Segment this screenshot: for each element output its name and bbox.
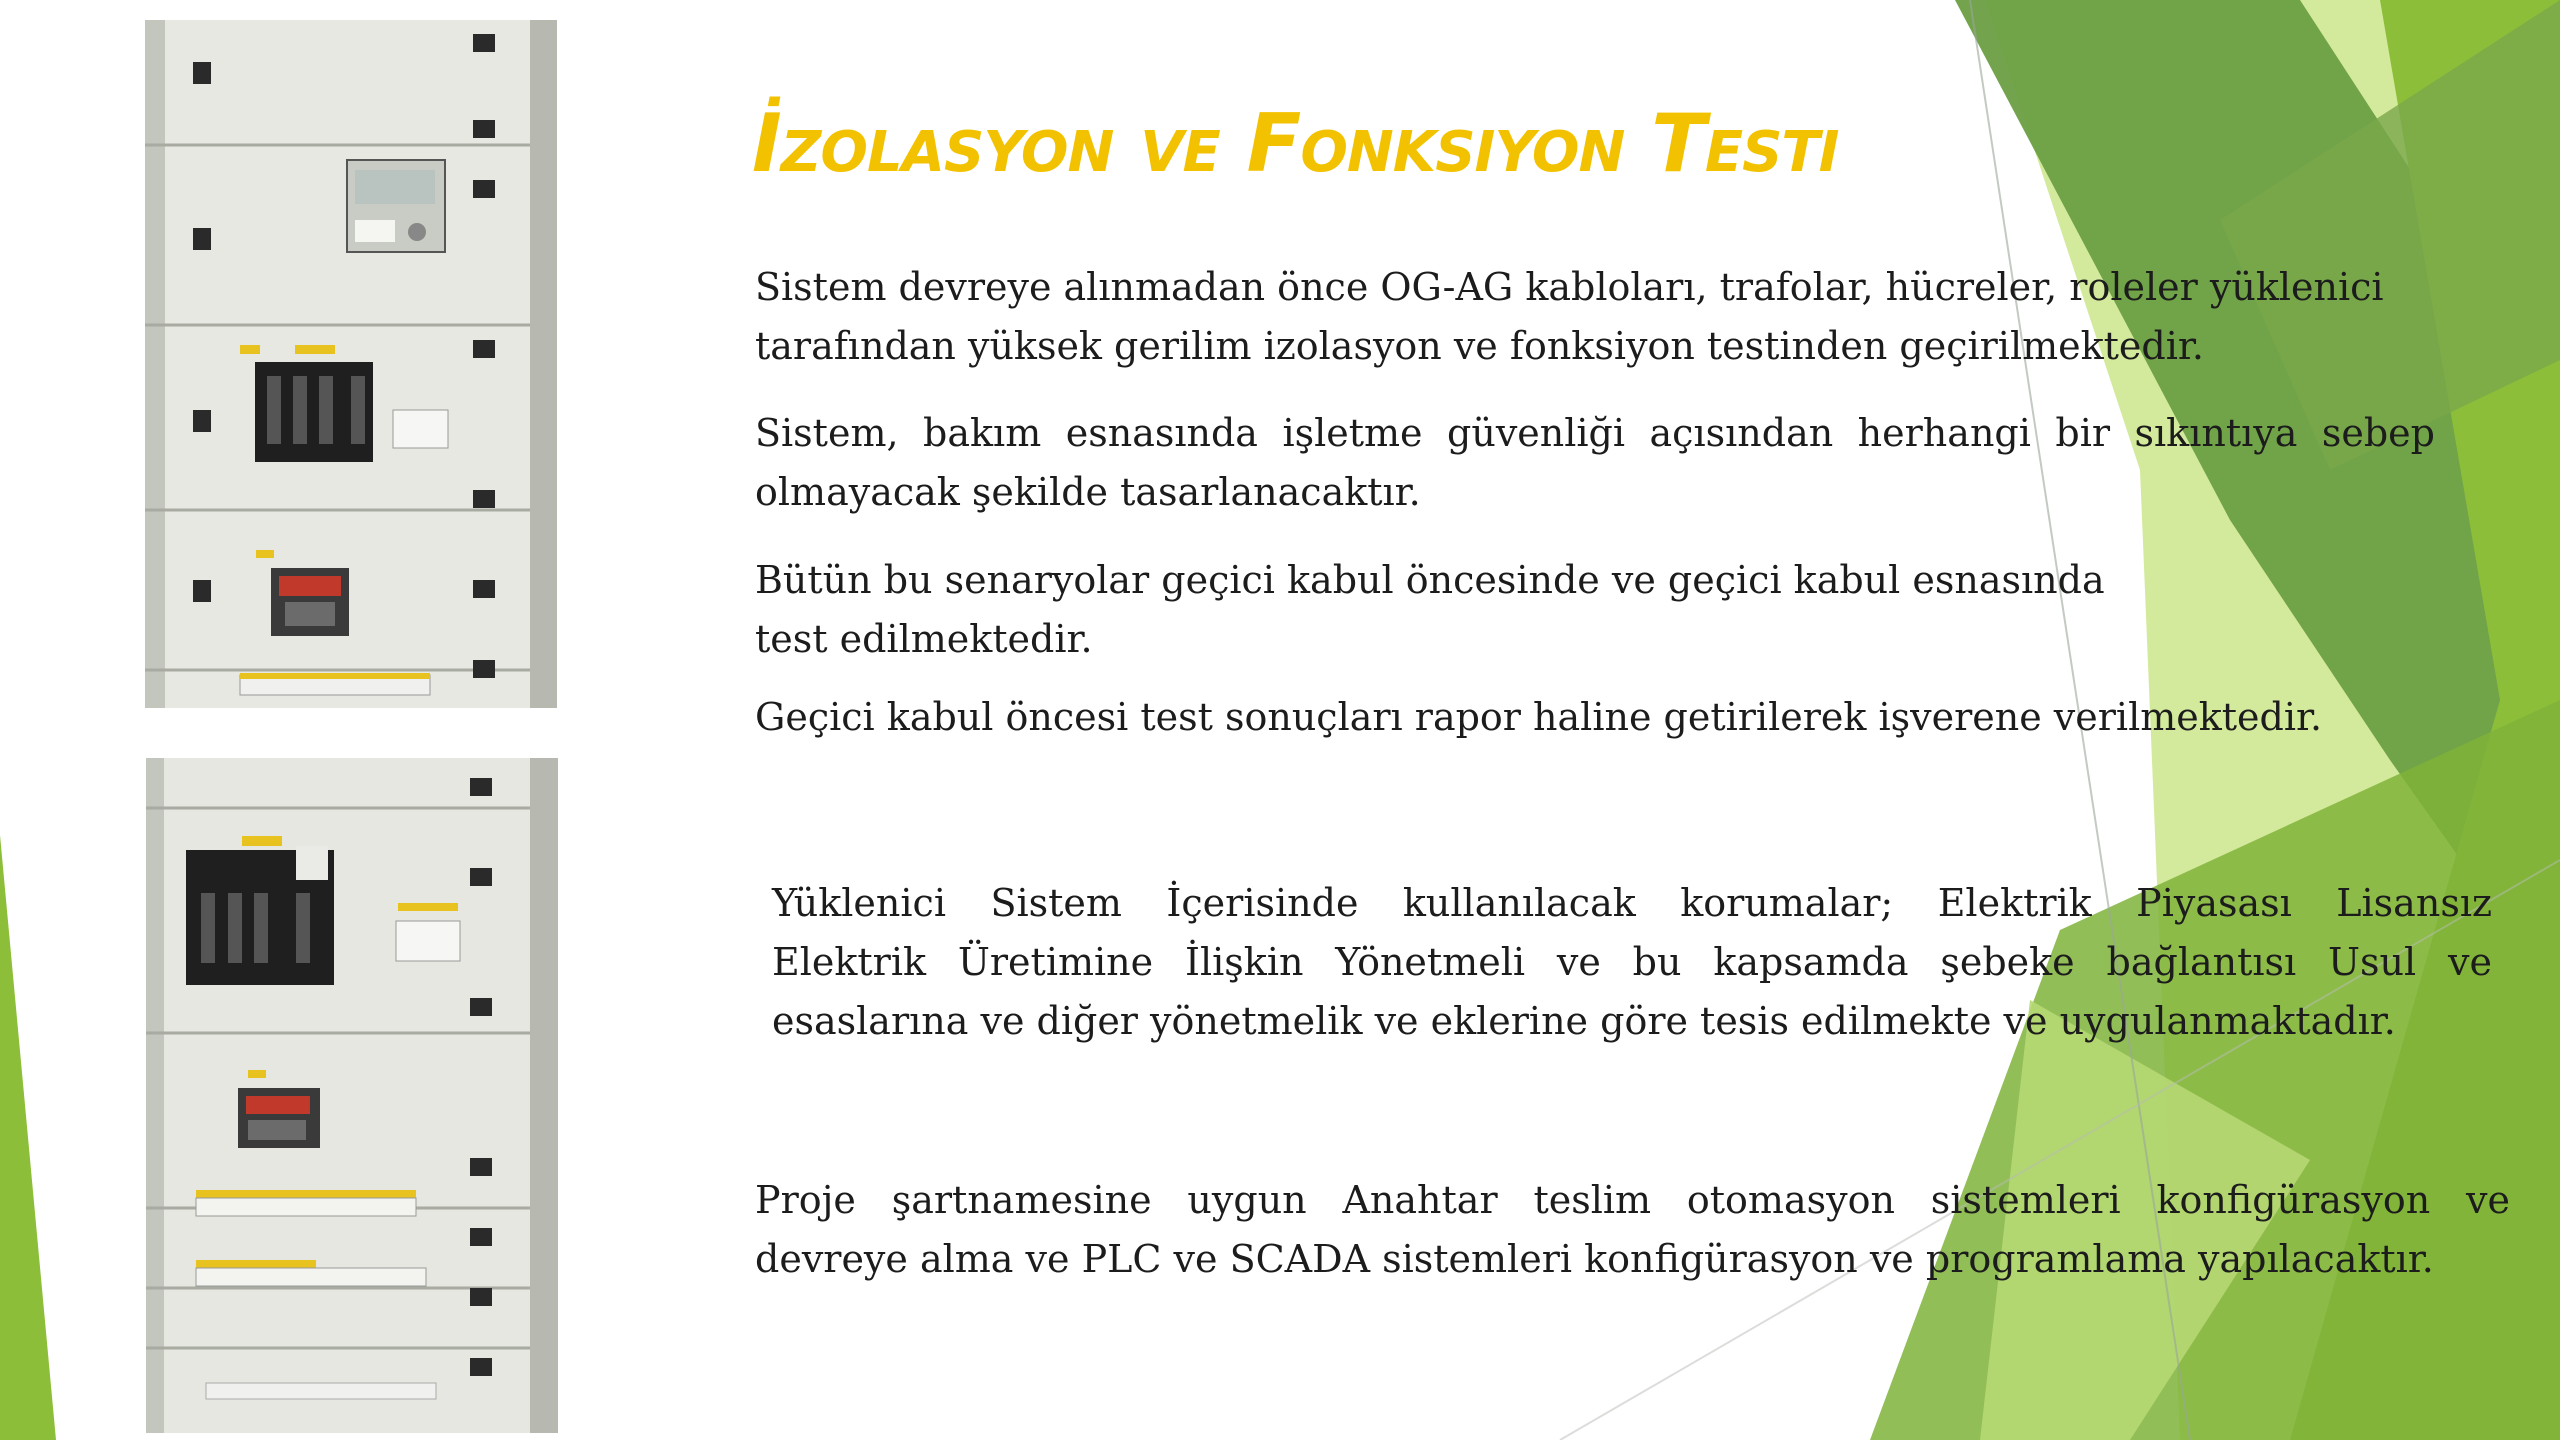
switchgear-panel-illustration-top xyxy=(145,20,557,708)
title-word-2: VE xyxy=(1140,120,1220,185)
paragraph-line: Sistem, bakım esnasında işletme güvenliği açısından herhangi bir sıkıntıya sebep xyxy=(755,411,2435,455)
paragraph-line: esaslarına ve diğer yönetmelik ve eklerine göre tesis edilmekte ve uygulanmaktadır. xyxy=(772,999,2396,1043)
paragraph-automation-scada xyxy=(755,1171,2510,1289)
paragraph-protection-regulations xyxy=(772,874,2492,1051)
paragraph-line: devreye alma ve PLC ve SCADA sistemleri konfigürasyon ve programlama yapılacaktır. xyxy=(755,1237,2434,1281)
title-word-4-initial: T xyxy=(1651,97,1705,190)
paragraph-line: Elektrik Üretimine İlişkin Yönetmeli ve bu kapsamda şebeke bağlantısı Usul ve xyxy=(772,940,2492,984)
title-word-4-rest: ESTI xyxy=(1704,120,1839,185)
paragraph-isolation-test xyxy=(755,258,2515,376)
paragraph-scenario-tests xyxy=(755,551,2455,669)
paragraph-line: test edilmektedir. xyxy=(755,617,1093,661)
switchgear-panel-photo-bottom xyxy=(146,758,558,1433)
paragraph-line: Yüklenici Sistem İçerisinde kullanılacak korumalar; Elektrik Piyasası Lisansız xyxy=(772,881,2492,925)
title-word-3-rest: ONKSIYON xyxy=(1300,120,1625,185)
paragraph-test-report xyxy=(755,688,2455,747)
paragraph-line: Geçici kabul öncesi test sonuçları rapor haline getirilerek işverene verilmektedir. xyxy=(755,695,2323,739)
switchgear-panel-photo-top xyxy=(145,20,557,708)
switchgear-panel-illustration-bottom xyxy=(146,758,558,1433)
paragraph-line: Sistem devreye alınmadan önce OG-AG kabloları, trafolar, hücreler, roleler yüklenici xyxy=(755,265,2384,309)
paragraph-line: Proje şartnamesine uygun Anahtar teslim otomasyon sistemleri konfigürasyon ve xyxy=(755,1178,2510,1222)
title-first-letter: İ xyxy=(752,97,781,190)
left-edge-green-sliver xyxy=(0,835,56,1440)
paragraph-line: olmayacak şekilde tasarlanacaktır. xyxy=(755,470,1421,514)
paragraph-line: Bütün bu senaryolar geçici kabul öncesinde ve geçici kabul esnasında xyxy=(755,558,2105,602)
slide-title xyxy=(752,96,2152,201)
title-word-3-initial: F xyxy=(1246,97,1301,190)
paragraph-maintenance-safety xyxy=(755,404,2435,522)
title-word-1-rest: ZOLASYON xyxy=(780,120,1114,185)
paragraph-line: tarafından yüksek gerilim izolasyon ve fonksiyon testinden geçirilmektedir. xyxy=(755,324,2204,368)
